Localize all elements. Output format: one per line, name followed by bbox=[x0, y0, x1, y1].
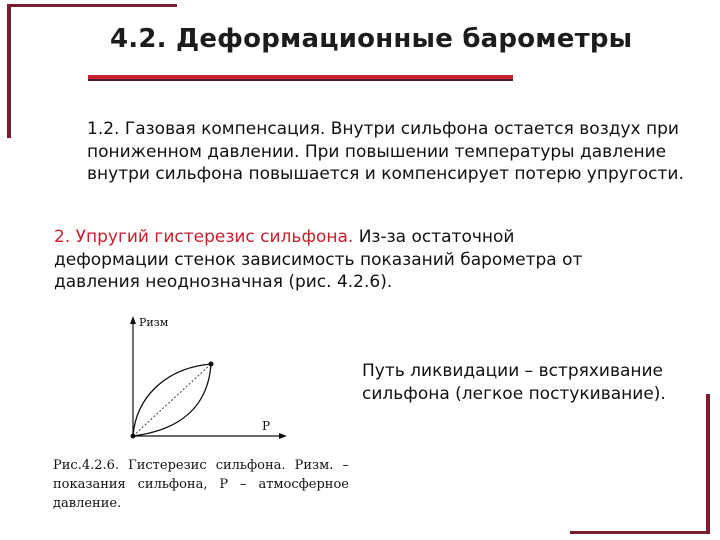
hysteresis-heading: 2. Упругий гистерезис сильфона. bbox=[54, 227, 354, 247]
title-underline-dark bbox=[88, 79, 513, 81]
frame-corner-top-left-horizontal bbox=[7, 4, 177, 7]
start-point bbox=[131, 434, 136, 439]
paragraph-gas-compensation: 1.2. Газовая компенсация. Внутри сильфона остается воздух при пониженном давлении. При повышении температуры давление внутри сильфона повышается и компенсирует потерю упругости. bbox=[87, 119, 684, 184]
end-point bbox=[209, 362, 214, 367]
frame-corner-bottom-right-horizontal bbox=[570, 531, 710, 534]
paragraph-remedy: Путь ликвидации – встряхивание сильфона (легкое постукивание). bbox=[362, 361, 666, 404]
x-axis-label: P bbox=[262, 419, 271, 433]
frame-corner-bottom-right-vertical bbox=[706, 394, 710, 534]
hysteresis-text: Из-за остаточной деформации стенок зависимость показаний барометра от давления неоднозначная (рис. 4.2.6). bbox=[54, 227, 583, 292]
y-axis-label: Pизм bbox=[139, 316, 169, 329]
frame-corner-top-left-vertical bbox=[7, 4, 11, 138]
figure-caption: Рис.4.2.6. Гистерезис сильфона. Pизм. – показания сильфона, P – атмосферное давление. bbox=[53, 458, 349, 511]
y-axis-arrow bbox=[130, 316, 136, 324]
paragraph-hysteresis bbox=[54, 226, 614, 294]
slide-title: 4.2. Деформационные барометры bbox=[110, 24, 633, 54]
x-axis-arrow bbox=[279, 433, 287, 439]
